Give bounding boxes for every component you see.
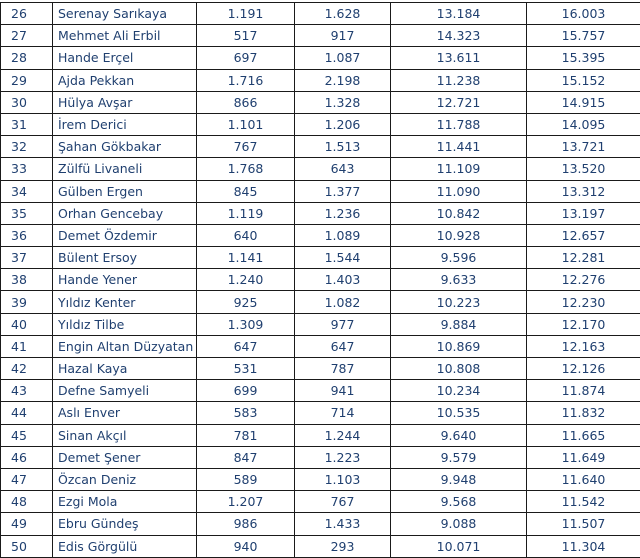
value-2-cell: 1.089: [295, 224, 391, 246]
rank-cell: 39: [1, 291, 53, 313]
value-2-cell: 1.236: [295, 202, 391, 224]
value-3-cell: 9.579: [391, 446, 527, 468]
table-row: [1, 247, 640, 269]
rank-cell: 26: [1, 3, 53, 25]
value-3-cell: 10.234: [391, 380, 527, 402]
value-4-cell: 15.395: [527, 47, 640, 69]
value-2-cell: 293: [295, 535, 391, 557]
table-row: [1, 136, 640, 158]
value-4-cell: 11.507: [527, 513, 640, 535]
value-1-cell: 697: [197, 47, 295, 69]
value-4-cell: 12.126: [527, 358, 640, 380]
name-cell: Edis Görgülü: [53, 535, 197, 557]
value-1-cell: 1.309: [197, 313, 295, 335]
value-3-cell: 10.869: [391, 335, 527, 357]
name-cell: Demet Özdemir: [53, 224, 197, 246]
table-row: [1, 424, 640, 446]
rank-cell: 37: [1, 247, 53, 269]
name-cell: Hazal Kaya: [53, 358, 197, 380]
rank-cell: 38: [1, 269, 53, 291]
value-4-cell: 12.170: [527, 313, 640, 335]
value-4-cell: 15.152: [527, 69, 640, 91]
value-3-cell: 11.788: [391, 113, 527, 135]
table-row: [1, 535, 640, 557]
value-4-cell: 13.197: [527, 202, 640, 224]
value-3-cell: 10.535: [391, 402, 527, 424]
name-cell: Ezgi Mola: [53, 491, 197, 513]
table-row: [1, 180, 640, 202]
value-2-cell: 1.244: [295, 424, 391, 446]
value-3-cell: 13.611: [391, 47, 527, 69]
name-cell: Mehmet Ali Erbil: [53, 25, 197, 47]
value-1-cell: 1.716: [197, 69, 295, 91]
value-1-cell: 1.141: [197, 247, 295, 269]
value-1-cell: 925: [197, 291, 295, 313]
value-4-cell: 12.281: [527, 247, 640, 269]
name-cell: Ebru Gündeş: [53, 513, 197, 535]
table-row: [1, 202, 640, 224]
rank-cell: 42: [1, 358, 53, 380]
table-row: [1, 113, 640, 135]
rank-cell: 50: [1, 535, 53, 557]
value-2-cell: 1.403: [295, 269, 391, 291]
value-3-cell: 12.721: [391, 91, 527, 113]
value-1-cell: 1.119: [197, 202, 295, 224]
value-3-cell: 11.441: [391, 136, 527, 158]
value-4-cell: 13.721: [527, 136, 640, 158]
value-1-cell: 1.191: [197, 3, 295, 25]
value-1-cell: 517: [197, 25, 295, 47]
value-3-cell: 11.090: [391, 180, 527, 202]
value-2-cell: 977: [295, 313, 391, 335]
value-4-cell: 11.542: [527, 491, 640, 513]
table-row: [1, 380, 640, 402]
name-cell: Hülya Avşar: [53, 91, 197, 113]
value-1-cell: 1.207: [197, 491, 295, 513]
name-cell: Yıldız Kenter: [53, 291, 197, 313]
name-cell: Hande Yener: [53, 269, 197, 291]
ranking-table-body: [1, 3, 640, 558]
value-1-cell: 1.101: [197, 113, 295, 135]
rank-cell: 27: [1, 25, 53, 47]
rank-cell: 47: [1, 468, 53, 490]
name-cell: Yıldız Tilbe: [53, 313, 197, 335]
rank-cell: 28: [1, 47, 53, 69]
table-row: [1, 69, 640, 91]
table-row: [1, 313, 640, 335]
name-cell: Özcan Deniz: [53, 468, 197, 490]
value-4-cell: 11.874: [527, 380, 640, 402]
value-3-cell: 9.088: [391, 513, 527, 535]
value-3-cell: 9.633: [391, 269, 527, 291]
value-2-cell: 1.513: [295, 136, 391, 158]
value-1-cell: 699: [197, 380, 295, 402]
value-4-cell: 12.276: [527, 269, 640, 291]
value-3-cell: 9.596: [391, 247, 527, 269]
value-2-cell: 917: [295, 25, 391, 47]
value-2-cell: 647: [295, 335, 391, 357]
name-cell: Demet Şener: [53, 446, 197, 468]
name-cell: Bülent Ersoy: [53, 247, 197, 269]
value-3-cell: 14.323: [391, 25, 527, 47]
value-3-cell: 10.223: [391, 291, 527, 313]
name-cell: İrem Derici: [53, 113, 197, 135]
rank-cell: 44: [1, 402, 53, 424]
table-row: [1, 224, 640, 246]
value-3-cell: 13.184: [391, 3, 527, 25]
value-2-cell: 1.628: [295, 3, 391, 25]
value-2-cell: 767: [295, 491, 391, 513]
value-2-cell: 1.103: [295, 468, 391, 490]
rank-cell: 45: [1, 424, 53, 446]
name-cell: Gülben Ergen: [53, 180, 197, 202]
name-cell: Engin Altan Düzyatan: [53, 335, 197, 357]
value-1-cell: 583: [197, 402, 295, 424]
rank-cell: 36: [1, 224, 53, 246]
value-2-cell: 941: [295, 380, 391, 402]
name-cell: Şahan Gökbakar: [53, 136, 197, 158]
value-1-cell: 845: [197, 180, 295, 202]
value-4-cell: 11.665: [527, 424, 640, 446]
rank-cell: 31: [1, 113, 53, 135]
value-2-cell: 1.223: [295, 446, 391, 468]
name-cell: Aslı Enver: [53, 402, 197, 424]
value-1-cell: 589: [197, 468, 295, 490]
value-2-cell: 2.198: [295, 69, 391, 91]
value-2-cell: 1.544: [295, 247, 391, 269]
ranking-table: [0, 2, 640, 558]
value-3-cell: 11.109: [391, 158, 527, 180]
name-cell: Zülfü Livaneli: [53, 158, 197, 180]
rank-cell: 41: [1, 335, 53, 357]
value-1-cell: 1.240: [197, 269, 295, 291]
rank-cell: 35: [1, 202, 53, 224]
name-cell: Orhan Gencebay: [53, 202, 197, 224]
value-2-cell: 1.433: [295, 513, 391, 535]
table-row: [1, 91, 640, 113]
table-row: [1, 158, 640, 180]
value-4-cell: 11.649: [527, 446, 640, 468]
table-row: [1, 358, 640, 380]
value-3-cell: 10.842: [391, 202, 527, 224]
table-row: [1, 3, 640, 25]
value-1-cell: 847: [197, 446, 295, 468]
value-1-cell: 531: [197, 358, 295, 380]
value-4-cell: 14.915: [527, 91, 640, 113]
name-cell: Ajda Pekkan: [53, 69, 197, 91]
value-3-cell: 9.640: [391, 424, 527, 446]
value-3-cell: 11.238: [391, 69, 527, 91]
rank-cell: 49: [1, 513, 53, 535]
value-2-cell: 1.087: [295, 47, 391, 69]
rank-cell: 34: [1, 180, 53, 202]
value-1-cell: 781: [197, 424, 295, 446]
value-1-cell: 986: [197, 513, 295, 535]
table-row: [1, 491, 640, 513]
rank-cell: 29: [1, 69, 53, 91]
value-1-cell: 640: [197, 224, 295, 246]
value-1-cell: 866: [197, 91, 295, 113]
table-row: [1, 291, 640, 313]
value-2-cell: 1.206: [295, 113, 391, 135]
value-4-cell: 11.832: [527, 402, 640, 424]
rank-cell: 48: [1, 491, 53, 513]
value-1-cell: 647: [197, 335, 295, 357]
rank-cell: 33: [1, 158, 53, 180]
value-4-cell: 12.657: [527, 224, 640, 246]
value-3-cell: 10.928: [391, 224, 527, 246]
name-cell: Hande Erçel: [53, 47, 197, 69]
value-3-cell: 10.071: [391, 535, 527, 557]
rank-cell: 30: [1, 91, 53, 113]
value-4-cell: 16.003: [527, 3, 640, 25]
table-row: [1, 513, 640, 535]
value-4-cell: 12.230: [527, 291, 640, 313]
value-2-cell: 1.082: [295, 291, 391, 313]
table-row: [1, 25, 640, 47]
value-4-cell: 12.163: [527, 335, 640, 357]
rank-cell: 40: [1, 313, 53, 335]
name-cell: Serenay Sarıkaya: [53, 3, 197, 25]
value-3-cell: 9.568: [391, 491, 527, 513]
value-2-cell: 714: [295, 402, 391, 424]
value-2-cell: 1.328: [295, 91, 391, 113]
value-3-cell: 10.808: [391, 358, 527, 380]
table-row: [1, 468, 640, 490]
table-row: [1, 335, 640, 357]
value-4-cell: 11.304: [527, 535, 640, 557]
value-2-cell: 787: [295, 358, 391, 380]
rank-cell: 46: [1, 446, 53, 468]
value-2-cell: 643: [295, 158, 391, 180]
name-cell: Defne Samyeli: [53, 380, 197, 402]
value-1-cell: 940: [197, 535, 295, 557]
table-row: [1, 402, 640, 424]
value-4-cell: 14.095: [527, 113, 640, 135]
value-4-cell: 13.312: [527, 180, 640, 202]
value-4-cell: 13.520: [527, 158, 640, 180]
value-3-cell: 9.884: [391, 313, 527, 335]
rank-cell: 32: [1, 136, 53, 158]
value-3-cell: 9.948: [391, 468, 527, 490]
name-cell: Sinan Akçıl: [53, 424, 197, 446]
value-1-cell: 767: [197, 136, 295, 158]
table-row: [1, 269, 640, 291]
rank-cell: 43: [1, 380, 53, 402]
value-4-cell: 11.640: [527, 468, 640, 490]
value-1-cell: 1.768: [197, 158, 295, 180]
value-2-cell: 1.377: [295, 180, 391, 202]
value-4-cell: 15.757: [527, 25, 640, 47]
table-row: [1, 446, 640, 468]
table-row: [1, 47, 640, 69]
